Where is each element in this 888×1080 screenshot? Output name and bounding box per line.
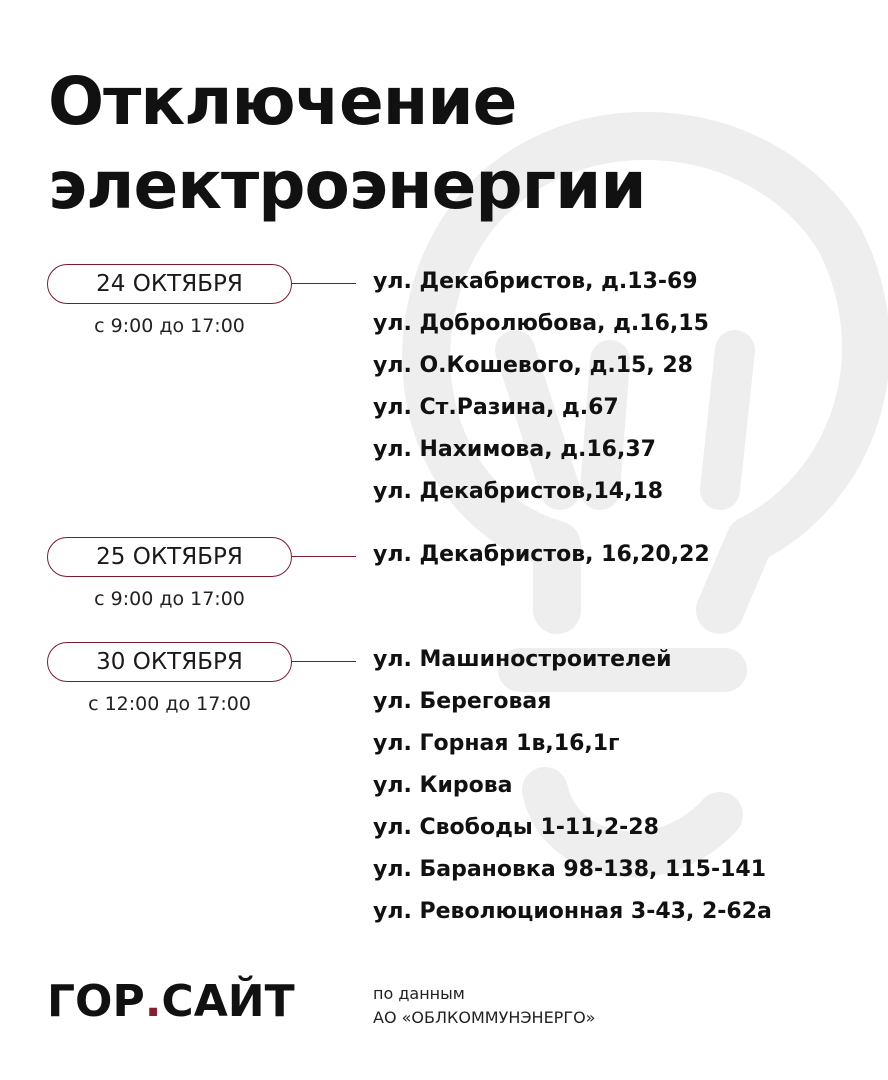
address-item: ул. Береговая [373, 689, 552, 714]
address-list [373, 261, 709, 513]
address-item: ул. Декабристов, д.13-69 [373, 269, 698, 294]
title-line-1: Отключение [48, 63, 517, 140]
address-item: ул. Машиностроителей [373, 647, 672, 672]
data-source [373, 982, 595, 1030]
address-item: ул. Барановка 98-138, 115-141 [373, 857, 767, 882]
address-item: ул. Горная 1в,16,1г [373, 731, 620, 756]
page-title [48, 60, 646, 228]
date-badge: 25 ОКТЯБРЯ [47, 537, 292, 577]
address-list [373, 639, 772, 933]
date-badge: 30 ОКТЯБРЯ [47, 642, 292, 682]
date-badge: 24 ОКТЯБРЯ [47, 264, 292, 304]
connector-line [292, 283, 356, 284]
connector-line [292, 556, 356, 557]
address-item: ул. Декабристов, 16,20,22 [373, 542, 710, 567]
address-list [373, 534, 710, 576]
address-item: ул. Кирова [373, 773, 513, 798]
address-item: ул. Декабристов,14,18 [373, 479, 664, 504]
logo-dot: . [144, 976, 162, 1027]
logo-text-2: САЙТ [161, 976, 295, 1027]
address-item: ул. Добролюбова, д.16,15 [373, 311, 709, 336]
address-item: ул. Нахимова, д.16,37 [373, 437, 656, 462]
connector-line [292, 661, 356, 662]
address-item: ул. Ст.Разина, д.67 [373, 395, 619, 420]
address-item: ул. О.Кошевого, д.15, 28 [373, 353, 693, 378]
title-line-2: электроэнергии [48, 147, 646, 224]
time-range: с 12:00 до 17:00 [88, 693, 251, 715]
source-caption: по данным [373, 984, 465, 1003]
address-item: ул. Революционная 3-43, 2-62а [373, 899, 772, 924]
logo-text-1: ГОР [47, 976, 145, 1027]
source-org: АО «ОБЛКОММУНЭНЕРГО» [373, 1008, 596, 1027]
gorsait-logo [47, 976, 295, 1027]
time-range: с 9:00 до 17:00 [94, 588, 245, 610]
time-range: с 9:00 до 17:00 [94, 315, 245, 337]
address-item: ул. Свободы 1-11,2-28 [373, 815, 659, 840]
